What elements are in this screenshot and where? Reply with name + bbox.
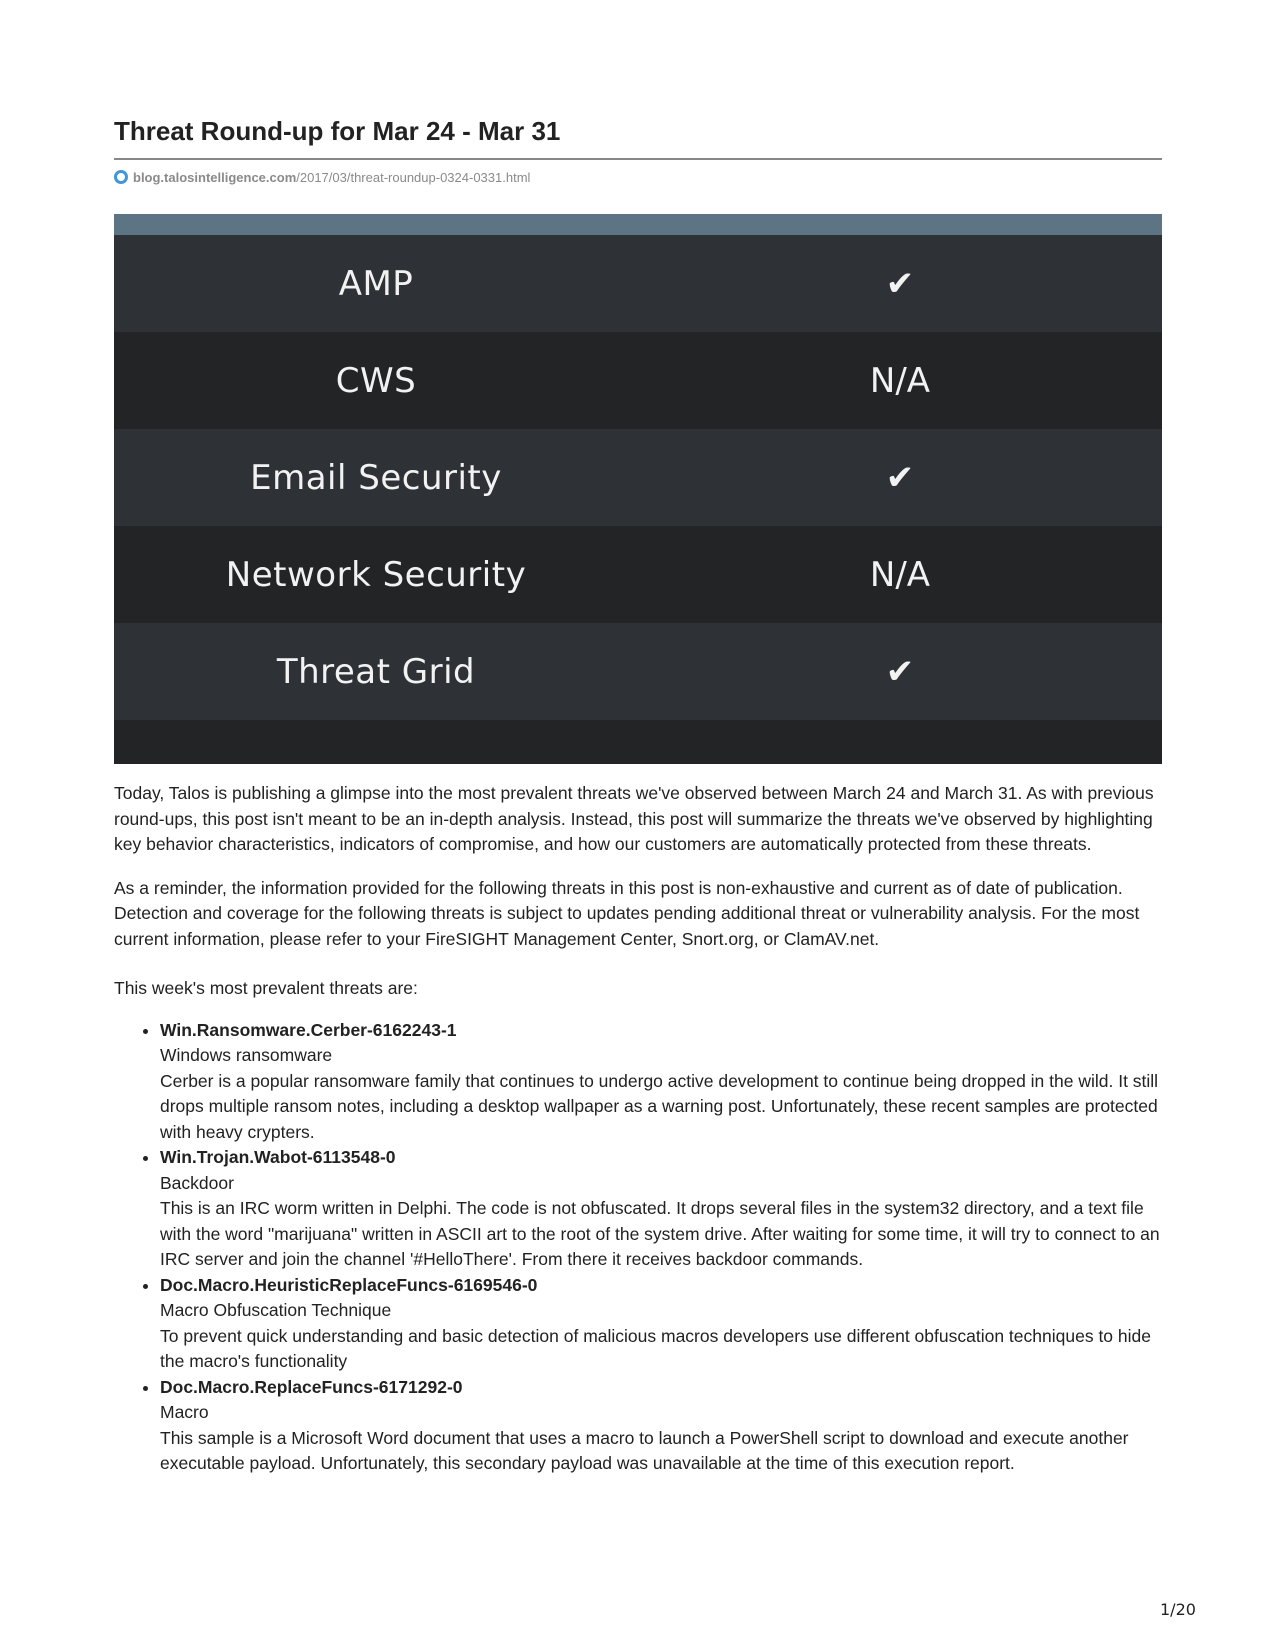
coverage-table-image: [114, 214, 1162, 764]
threat-description: To prevent quick understanding and basic detection of malicious macros developers use different obfuscation techniques to hide the macro's functionality: [160, 1325, 1151, 1371]
threat-type: Macro: [160, 1402, 209, 1422]
threat-item: [160, 1145, 1174, 1273]
threat-type: Windows ransomware: [160, 1045, 333, 1065]
coverage-status: N/A: [869, 554, 931, 595]
coverage-product: Network Security: [225, 554, 527, 595]
coverage-product: CWS: [335, 360, 417, 401]
page-title: Threat Round-up for Mar 24 - Mar 31: [114, 116, 561, 146]
threat-item: [160, 1375, 1174, 1477]
title-divider: [114, 158, 1162, 160]
reminder-paragraph: As a reminder, the information provided for the following threats in this post is non-exhaustive and current as of date of publication. Detection and coverage for the following threats is subject to updates pending additional threat or vulnerability analysis. For the most current information, please refer to your FireSIGHT Management Center, Snort.org, or ClamAV.net.: [114, 877, 1140, 949]
coverage-row: [114, 623, 1162, 720]
coverage-row: [114, 526, 1162, 623]
coverage-product: Threat Grid: [276, 651, 476, 692]
threat-name: Doc.Macro.ReplaceFuncs-6171292-0: [160, 1376, 463, 1397]
source-domain: blog.talosintelligence.com: [133, 169, 297, 185]
coverage-row-cropped: [114, 720, 1162, 764]
threats-intro: This week's most prevalent threats are:: [114, 978, 418, 998]
coverage-product: Email Security: [250, 457, 502, 498]
threat-name: Win.Ransomware.Cerber-6162243-1: [160, 1019, 457, 1040]
threat-item: [160, 1273, 1174, 1375]
coverage-header-bar: [114, 214, 1162, 235]
threat-description: This is an IRC worm written in Delphi. The code is not obfuscated. It drops several files in the system32 directory, and a text file with the word "marijuana" written in ASCII art to the root of the system drive. After waiting for some time, it will try to connect to an IRC server and join the channel '#HelloThere'. From there it receives backdoor commands.: [160, 1198, 1160, 1269]
threat-description: Cerber is a popular ransomware family that continues to undergo active development to continue being dropped in the wild. It still drops multiple ransom notes, including a desktop wallpaper as a warning post. Unfortunately, these recent samples are protected with heavy crypters.: [160, 1070, 1159, 1142]
coverage-product: AMP: [338, 263, 414, 304]
intro-paragraph: Today, Talos is publishing a glimpse into the most prevalent threats we've observed between March 24 and March 31. As with previous round-ups, this post isn't meant to be an in-depth analysis. Instead, this post will summarize the threats we've observed by highlighting key behavior characteristics, indicators of compromise, and how our customers are automatically protected from these threats.: [114, 783, 1154, 854]
coverage-row: [114, 235, 1162, 332]
checkmark-icon: ✔: [885, 457, 915, 498]
coverage-status: N/A: [869, 360, 931, 401]
checkmark-icon: ✔: [885, 651, 915, 692]
checkmark-icon: ✔: [885, 263, 915, 304]
threat-list: [114, 1018, 1174, 1477]
coverage-row: [114, 332, 1162, 429]
threat-type: Backdoor: [160, 1172, 234, 1193]
threat-description: This sample is a Microsoft Word document that uses a macro to launch a PowerShell script to download and execute another executable payload. Unfortunately, this secondary payload was unavailable at the time of this execution report.: [160, 1427, 1129, 1473]
threat-item: [160, 1018, 1174, 1146]
threat-name: Doc.Macro.HeuristicReplaceFuncs-6169546-0: [160, 1274, 538, 1295]
page-number: 1/20: [1160, 1600, 1196, 1619]
coverage-row: [114, 429, 1162, 526]
threat-type: Macro Obfuscation Technique: [160, 1300, 392, 1320]
source-path: /2017/03/threat-roundup-0324-0331.html: [296, 169, 531, 185]
link-globe-icon: [114, 170, 128, 184]
source-link[interactable]: [114, 168, 530, 186]
threat-name: Win.Trojan.Wabot-6113548-0: [160, 1147, 396, 1167]
article-body: [114, 781, 1174, 1477]
